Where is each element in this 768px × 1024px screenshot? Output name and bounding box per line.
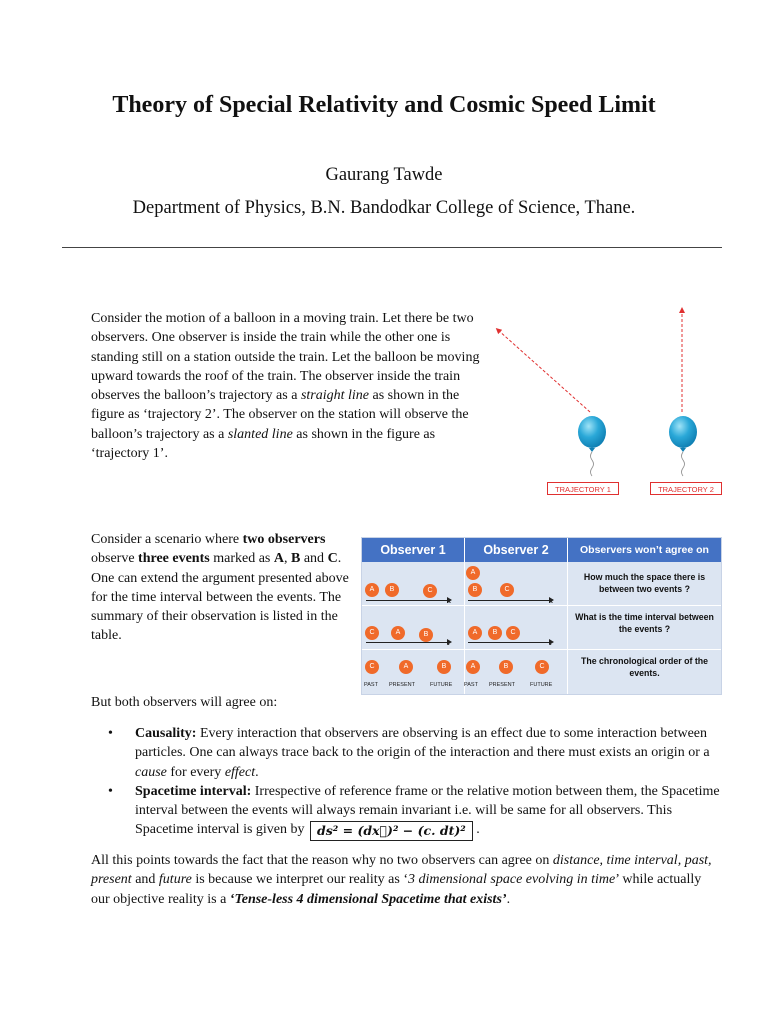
p4-italic: future: [158, 872, 192, 888]
t-axis-label: t: [447, 640, 450, 647]
paragraph-two-observers: [91, 530, 353, 646]
t-axis-label: t: [549, 640, 552, 647]
p2-bold: A: [273, 551, 284, 567]
x-axis-label: x: [549, 598, 553, 605]
paragraph-agree: But both observers will agree on:: [91, 695, 278, 710]
time-label-future: FUTURE: [430, 682, 453, 688]
x-axis-label: x: [447, 598, 451, 605]
time-label-present: PRESENT: [489, 682, 515, 688]
author-name: Gaurang Tawde: [325, 165, 443, 185]
trajectory-2-label: TRAJECTORY 2: [650, 482, 722, 495]
event-b: B: [488, 626, 502, 640]
event-b: B: [468, 583, 482, 597]
italic-cause: cause: [135, 764, 167, 780]
paragraph-conclusion: [91, 851, 721, 909]
header-observer-2: Observer 2: [465, 538, 567, 562]
p2-text: . One can extend the argument presented above for the time interval between the events. The summary of their observation is listed in the table.: [91, 551, 349, 644]
balloon-trajectory-figure: [488, 300, 724, 500]
p2-text: marked as: [209, 551, 274, 567]
balloon-1: [578, 416, 606, 476]
bullet-text: .: [255, 764, 259, 780]
p4-text: All this points towards the fact that the reason why no two observers can agree on: [91, 853, 553, 868]
p2-bold: three events: [138, 551, 210, 567]
trajectory-1-arrow: [498, 330, 590, 412]
event-a: A: [466, 566, 480, 580]
bullet-text: for every: [166, 764, 225, 780]
p4-text: is because we interpret our reality as ‘: [191, 872, 408, 888]
p1-text: Consider the motion of a balloon in a moving train. Let there be two observers. One observer is inside the train while the other one is standing still on a station outside the train. Let the balloon be moving upward towards the roof of the train. The observer inside the train observes the balloon’s trajectory as a: [91, 311, 480, 404]
bullet-dot: •: [108, 783, 113, 799]
p2-bold: B: [291, 551, 301, 567]
p2-text: ,: [284, 551, 291, 567]
bullet-text: Irrespective of reference frame or the relative motion between them, the Spacetime interval between the events will always remain invariant i.e. will be same for all observers. This Spacetime interval is given by: [135, 783, 720, 838]
balloon-2: [669, 416, 697, 476]
italic-effect: effect: [224, 764, 256, 780]
event-a: A: [466, 660, 480, 674]
p4-italic: 3 dimensional space evolving in time: [407, 872, 616, 888]
event-a: A: [468, 626, 482, 640]
event-c: C: [500, 583, 514, 597]
event-c: C: [535, 660, 549, 674]
event-a: A: [391, 626, 405, 640]
row-divider: [362, 605, 721, 606]
p2-bold: C: [327, 551, 338, 567]
header-observer-1: Observer 1: [362, 538, 464, 562]
p1-italic-slanted-line: slanted line: [227, 426, 293, 442]
p4-text: and: [131, 872, 159, 888]
disagree-time: What is the time interval between the events ?: [575, 612, 714, 634]
observer-comparison-table: [361, 537, 722, 695]
time-label-past: PAST: [364, 682, 378, 688]
p4-text: .: [506, 891, 511, 907]
x-axis-obs2: [468, 600, 552, 601]
event-c: C: [506, 626, 520, 640]
event-c: C: [423, 584, 437, 598]
trajectory-1-label: TRAJECTORY 1: [547, 482, 619, 495]
p4-bold-italic: ‘Tense-less 4 dimensional Spacetime that exists’: [229, 891, 507, 907]
disagree-space: How much the space there is between two events ?: [583, 572, 706, 594]
event-b: B: [437, 660, 451, 674]
event-b: B: [499, 660, 513, 674]
p2-text: and: [300, 551, 328, 567]
p4-text: ’ while actually our objective reality is a: [91, 872, 702, 907]
paper-title: Theory of Special Relativity and Cosmic Speed Limit: [112, 92, 656, 118]
term-causality: Causality:: [135, 726, 197, 741]
time-label-present: PRESENT: [389, 682, 415, 688]
bullet-text: Every interaction that observers are observing is an effect due to some interaction between particles. One can always trace back to the origin of the interaction and there must exists an origin or a: [135, 726, 710, 761]
row-divider: [362, 649, 721, 650]
event-c: C: [365, 626, 379, 640]
bullet-dot: •: [108, 726, 113, 741]
p2-bold: two observers: [242, 532, 326, 547]
agreement-list: [108, 724, 723, 841]
list-item-spacetime-interval: [108, 782, 723, 842]
p4-italic: distance, time interval, past, present: [91, 853, 712, 888]
event-a: A: [399, 660, 413, 674]
time-label-future: FUTURE: [530, 682, 553, 688]
bullet-text: .: [472, 822, 480, 838]
trajectory-diagram: [488, 300, 724, 500]
event-c: C: [365, 660, 379, 674]
event-b: B: [385, 583, 399, 597]
t-axis-obs2: [468, 642, 552, 643]
time-label-past: PAST: [464, 682, 478, 688]
column-divider: [464, 538, 465, 694]
term-spacetime-interval: Spacetime interval:: [135, 783, 252, 799]
header-divider: [62, 247, 722, 248]
p1-text: as shown in the figure as ‘trajectory 2’. The observer on the station will observe the balloon’s trajectory as a: [91, 388, 469, 442]
list-item-causality: [108, 724, 723, 782]
paragraph-balloon-train: [91, 309, 483, 463]
event-a: A: [365, 583, 379, 597]
author-affiliation: Department of Physics, B.N. Bandodkar College of Science, Thane.: [132, 198, 636, 218]
p1-italic-straight-line: straight line: [300, 388, 369, 404]
header-disagree: Observers won’t agree on: [568, 538, 721, 562]
x-axis-obs1: [366, 600, 450, 601]
p1-text: as shown in the figure as ‘trajectory 1’.: [91, 426, 436, 462]
p2-text: Consider a scenario where: [91, 532, 243, 547]
disagree-order: The chronological order of the events.: [580, 656, 709, 678]
p2-text: observe: [91, 551, 139, 567]
spacetime-interval-equation: ds² = (dx⃗)² − (c. dt)²: [310, 821, 473, 841]
event-b: B: [419, 628, 433, 642]
t-axis-obs1: [366, 642, 450, 643]
